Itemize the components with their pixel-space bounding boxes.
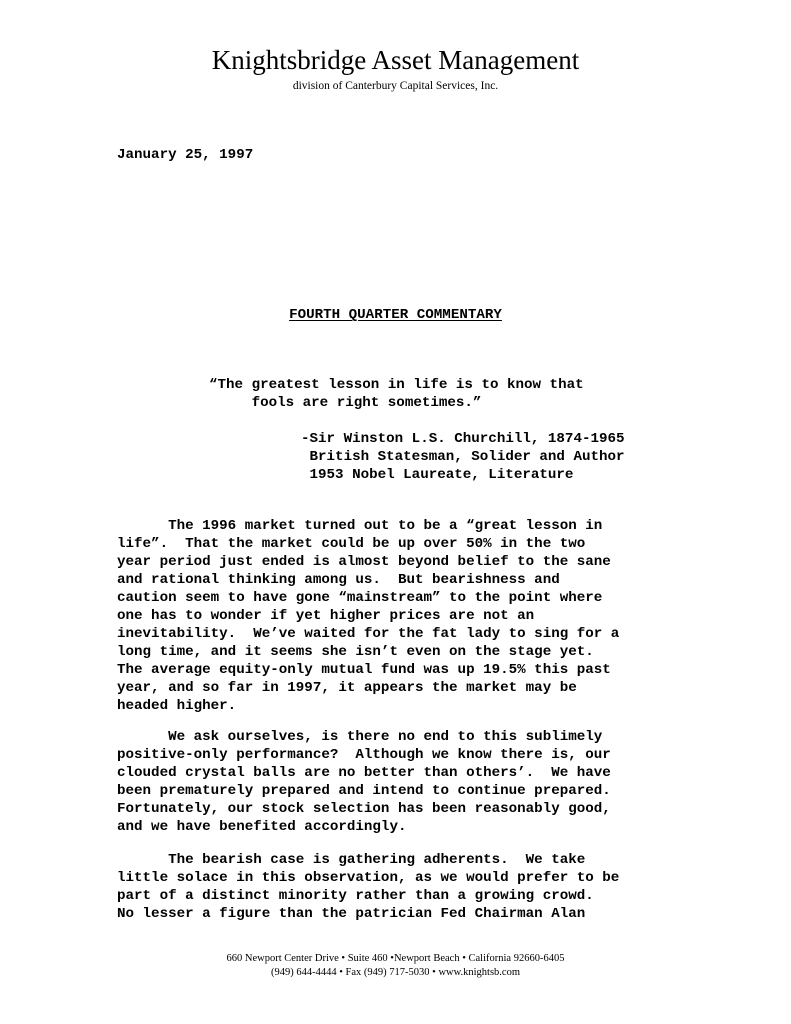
footer-address: 660 Newport Center Drive • Suite 460 •Newport Beach • California 92660-6405 xyxy=(226,953,565,964)
attribution-line-3: 1953 Nobel Laureate, Literature xyxy=(301,467,574,483)
attribution-line-1: -Sir Winston L.S. Churchill, 1874-1965 xyxy=(301,431,625,447)
attribution-line-2: British Statesman, Solider and Author xyxy=(301,449,625,465)
paragraph-2: We ask ourselves, is there no end to this sublimely positive-only performance? Although we know there is, our clouded crystal balls are no better than others’. We have been prematurely prepared and intend to continue prepared. Fortunately, our stock selection has been reasonably good, and we have benefited accordingly. xyxy=(117,729,611,835)
document-heading xyxy=(0,306,791,324)
footer-contact: (949) 644-4444 • Fax (949) 717-5030 • www.knightsb.com xyxy=(270,967,521,978)
company-division: division of Canterbury Capital Services, Inc. xyxy=(292,80,499,92)
paragraph-1: The 1996 market turned out to be a “great lesson in life”. That the market could be up over 50% in the two year period just ended is almost beyond belief to the sane and rational thinking among us. But bearishness and caution seem to have gone “mainstream” to the point where one has to wonder if yet higher prices are not an inevitability. We’ve waited for the fat lady to sing for a long time, and it seems she isn’t even on the stage yet. The average equity-only mutual fund was up 19.5% this past year, and so far in 1997, it appears the market may be headed higher. xyxy=(117,518,620,714)
document-heading-text: FOURTH QUARTER COMMENTARY xyxy=(289,307,502,323)
quote-attribution xyxy=(301,430,625,484)
quote-line-1: “The greatest lesson in life is to know that xyxy=(209,377,584,393)
letter-date: January 25, 1997 xyxy=(117,147,254,163)
quote-line-2: fools are right sometimes.” xyxy=(209,395,482,411)
epigraph-quote xyxy=(209,376,584,412)
company-name: Knightsbridge Asset Management xyxy=(211,45,580,75)
paragraph-3: The bearish case is gathering adherents. We take little solace in this observation, as we would prefer to be part of a distinct minority rather than a growing crowd. No lesser a figure than the patrician Fed Chairman Alan xyxy=(117,852,620,922)
